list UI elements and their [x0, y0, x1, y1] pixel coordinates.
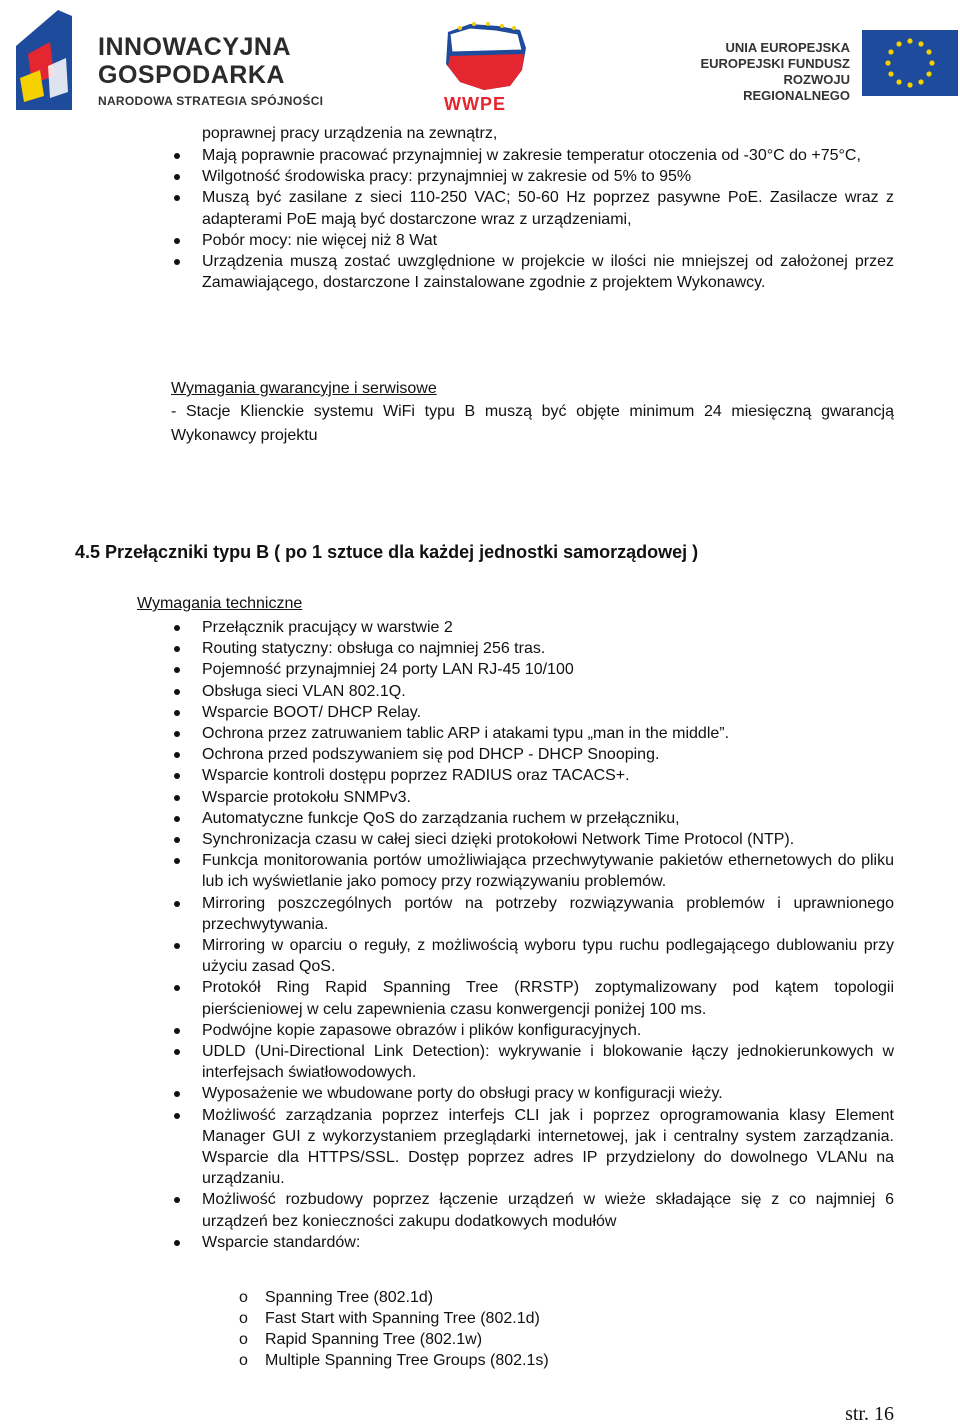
innowacyjna-gospodarka-logo — [10, 6, 340, 110]
ig-emblem-icon — [10, 6, 76, 110]
bullet-icon — [174, 1113, 180, 1119]
list-item: Przełącznik pracujący w warstwie 2 — [202, 617, 894, 638]
list-item: UDLD (Uni-Directional Link Detection): wykrywanie i blokowanie łączy jednokierunkowych w interfejsach światłowodowych. — [202, 1041, 894, 1083]
bullet-icon — [174, 667, 180, 673]
bullet-icon — [174, 153, 180, 159]
list-item: o Multiple Spanning Tree Groups (802.1s) — [239, 1352, 549, 1369]
list-item: Ochrona przed podszywaniem się pod DHCP - DHCP Snooping. — [202, 744, 894, 765]
warranty-text: - Stacje Klienckie systemu WiFi typu B muszą być objęte minimum 24 miesięczną gwarancją Wykonawcy projektu — [171, 403, 894, 444]
logo1-subtitle: NARODOWA STRATEGIA SPÓJNOŚCI — [98, 94, 324, 108]
list-item: Urządzenia muszą zostać uwzględnione w projekcie w ilości nie mniejszej od założonej przez Zamawiającego, dostarczone I zainstalowane zgodnie z projektem Wykonawcy. — [202, 251, 894, 293]
bullet-icon — [174, 1240, 180, 1246]
list-item: Funkcja monitorowania portów umożliwiająca przechwytywanie pakietów ethernetowych do pliku lub ich wyświetlanie jako pomocy przy rozwiązywaniu problemów. — [202, 850, 894, 892]
list-item: Możliwość zarządzania poprzez interfejs CLI jak i poprzez oprogramowania klasy Element Manager GUI z wykorzystaniem przeglądarki internetowej, jak i centralny system zarządzania. Wsparcie dla HTTPS/SSL. Dostęp poprzez adres IP przydzielony do dowolnego VLANu na urządzaniu. — [202, 1105, 894, 1190]
top-bullet-list — [202, 145, 894, 293]
list-item: Muszą być zasilane z sieci 110-250 VAC; 50-60 Hz poprzez pasywne PoE. Zasilacze wraz z adapterami PoE mają być dostarczone wraz z urządzeniami, — [202, 187, 894, 229]
eu-logo — [680, 30, 958, 103]
eu-flag-icon — [862, 30, 958, 96]
bullet-icon — [174, 816, 180, 822]
bullet-icon — [174, 259, 180, 265]
bullet-icon — [174, 710, 180, 716]
sub-bullet-marker: o — [239, 1310, 248, 1327]
section-title: 4.5 Przełączniki typu B ( po 1 sztuce dla każdej jednostki samorządowej ) — [75, 542, 699, 562]
list-item: Wsparcie protokołu SNMPv3. — [202, 787, 894, 808]
page-number: str. 16 — [845, 1403, 894, 1425]
list-item: Pojemność przynajmniej 24 porty LAN RJ-45 10/100 — [202, 659, 894, 680]
bullet-icon — [174, 1197, 180, 1203]
list-item: Wilgotność środowiska pracy: przynajmniej w zakresie od 5% to 95% — [202, 166, 894, 187]
list-item: o Rapid Spanning Tree (802.1w) — [239, 1331, 483, 1348]
logo1-line1: INNOWACYJNA — [98, 33, 292, 61]
sub-bullet-marker: o — [239, 1352, 248, 1369]
list-item: Mirroring poszczególnych portów na potrzeby rozwiązywania problemów i uprawnionego przechwytywania. — [202, 893, 894, 935]
list-item: Wsparcie BOOT/ DHCP Relay. — [202, 702, 894, 723]
tech-requirements-list — [202, 617, 894, 1253]
bullet-icon — [174, 238, 180, 244]
warranty-heading: Wymagania gwarancyjne i serwisowe — [171, 380, 437, 397]
bullet-icon — [174, 1028, 180, 1034]
list-item: Mają poprawnie pracować przynajmniej w zakresie temperatur otoczenia od -30°C do +75°C, — [202, 145, 894, 166]
bullet-icon — [174, 858, 180, 864]
bullet-icon — [174, 174, 180, 180]
bullet-icon — [174, 985, 180, 991]
list-continuation-line: poprawnej pracy urządzenia na zewnątrz, — [202, 125, 498, 142]
list-item: Możliwość rozbudowy poprzez łączenie urządzeń w wieże składające się z co najmniej 6 urządzeń bez konieczności zakupu dodatkowych modułów — [202, 1189, 894, 1231]
list-item: Routing statyczny: obsługa co najmniej 256 tras. — [202, 638, 894, 659]
list-item: o Spanning Tree (802.1d) — [239, 1289, 434, 1306]
list-item: Wsparcie standardów: — [202, 1232, 894, 1253]
list-item: Pobór mocy: nie więcej niż 8 Wat — [202, 230, 894, 251]
bullet-icon — [174, 625, 180, 631]
wwpe-label: WWPE — [444, 94, 506, 114]
list-item: o Fast Start with Spanning Tree (802.1d) — [239, 1310, 540, 1327]
list-item: Synchronizacja czasu w całej sieci dzięki protokołowi Network Time Protocol (NTP). — [202, 829, 894, 850]
list-item: Protokół Ring Rapid Spanning Tree (RRSTP) zoptymalizowany pod kątem topologii pierścieniowej w celu zapewnienia czasu konwergencji poniżej 100 ms. — [202, 977, 894, 1019]
bullet-icon — [174, 795, 180, 801]
list-item: Ochrona przez zatruwaniem tablic ARP i atakami typu „man in the middle”. — [202, 723, 894, 744]
wwpe-logo — [440, 20, 530, 116]
sub-bullet-marker: o — [239, 1289, 248, 1306]
bullet-icon — [174, 1049, 180, 1055]
bullet-icon — [174, 901, 180, 907]
bullet-icon — [174, 943, 180, 949]
list-item: Obsługa sieci VLAN 802.1Q. — [202, 681, 894, 702]
eu-line3: ROZWOJU REGIONALNEGO — [743, 72, 850, 103]
bullet-icon — [174, 195, 180, 201]
bullet-icon — [174, 837, 180, 843]
list-item: Podwójne kopie zapasowe obrazów i plików konfiguracyjnych. — [202, 1020, 894, 1041]
tech-requirements-heading: Wymagania techniczne — [137, 595, 303, 612]
sub-bullet-marker: o — [239, 1331, 248, 1348]
list-item: Automatyczne funkcje QoS do zarządzania ruchem w przełączniku, — [202, 808, 894, 829]
bullet-icon — [174, 773, 180, 779]
bullet-icon — [174, 689, 180, 695]
logo1-line2: GOSPODARKA — [98, 61, 285, 89]
list-item: Mirroring w oparciu o reguły, z możliwością wyboru typu ruchu podlegającego dublowaniu przy użyciu zasad QoS. — [202, 935, 894, 977]
list-item: Wsparcie kontroli dostępu poprzez RADIUS oraz TACACS+. — [202, 765, 894, 786]
list-item: Wyposażenie we wbudowane porty do obsługi pracy w konfiguracji wieży. — [202, 1083, 894, 1104]
eu-line2: EUROPEJSKI FUNDUSZ — [700, 56, 850, 71]
bullet-icon — [174, 1091, 180, 1097]
standards-sublist — [239, 1287, 885, 1371]
bullet-icon — [174, 646, 180, 652]
bullet-icon — [174, 752, 180, 758]
bullet-icon — [174, 731, 180, 737]
poland-map-icon — [440, 20, 530, 94]
eu-line1: UNIA EUROPEJSKA — [725, 40, 850, 55]
